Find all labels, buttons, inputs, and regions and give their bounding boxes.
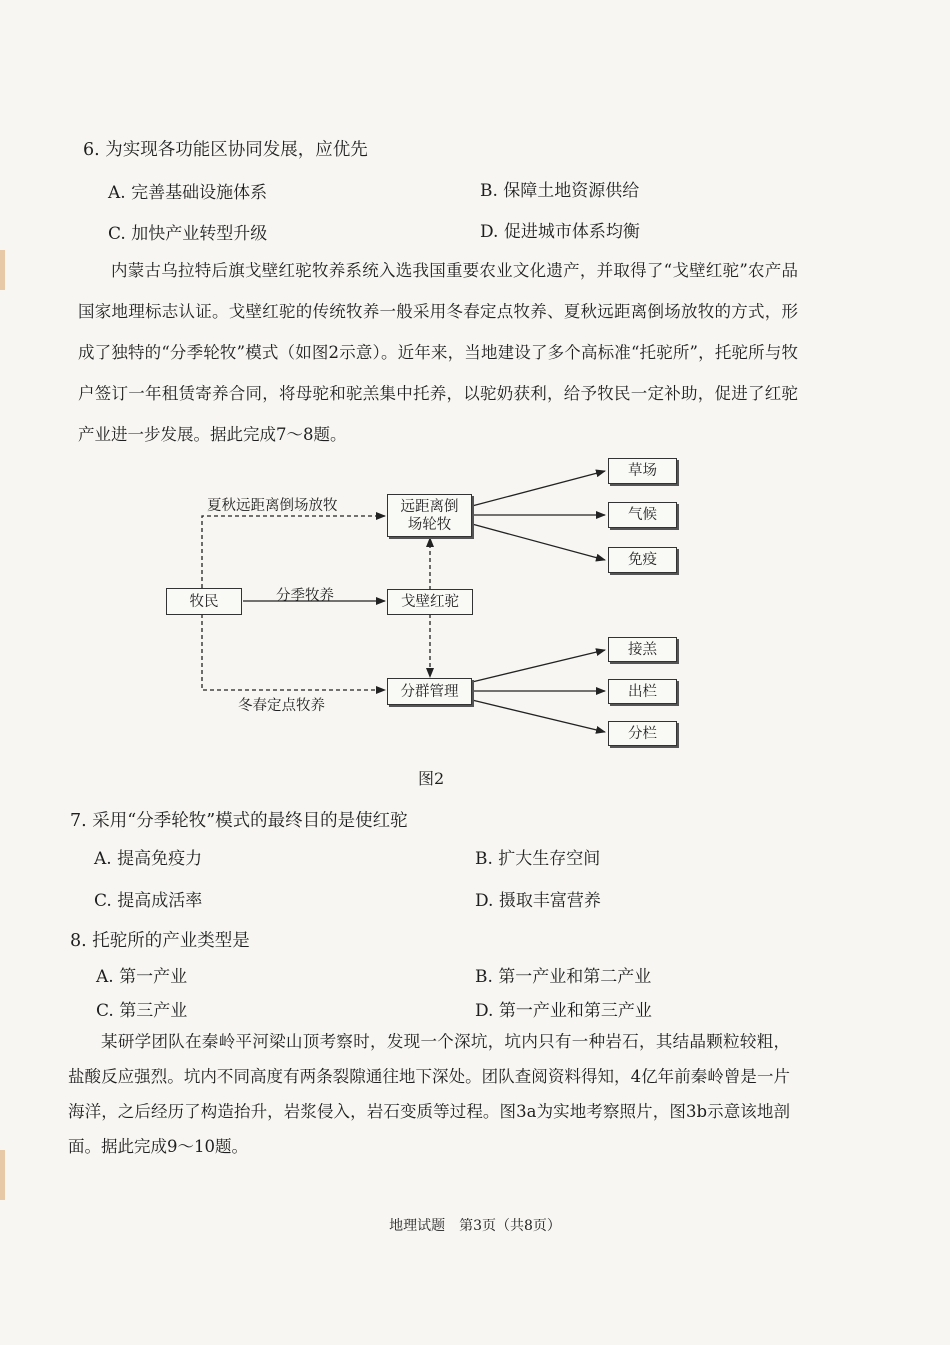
edge-summer: [202, 516, 385, 588]
edge-label-summer-autumn: 夏秋远距离倒场放牧: [207, 498, 338, 514]
node-herder: 牧民: [166, 588, 242, 615]
edge-winter: [202, 614, 385, 690]
q6-stem: 6. 为实现各功能区协同发展，应优先: [83, 140, 368, 160]
edge-to-grass: [472, 471, 605, 506]
q8-option-b: B. 第一产业和第二产业: [475, 967, 652, 987]
node-pen-separation: 分栏: [608, 721, 677, 746]
passage-qinling: 某研学团队在秦岭平河梁山顶考察时，发现一个深坑，坑内只有一种岩石，其结晶颗粒较粗，盐酸反应强烈。坑内不同高度有两条裂隙通往地下深处。团队查阅资料得知，4亿年前秦岭曾是一片海洋，之后经历了构造抬升，岩浆侵入，岩石变质等过程。图3a为实地考察照片，图3b示意该地剖面。据此完成9～10题。: [68, 1032, 790, 1156]
q6-option-d: D. 促进城市体系均衡: [480, 222, 640, 242]
q6-option-a: A. 完善基础设施体系: [108, 183, 268, 203]
q8-option-c: C. 第三产业: [96, 1001, 188, 1021]
figure-caption: 图2: [418, 769, 445, 788]
node-long-distance-rotation: 远距离倒场轮牧: [387, 494, 472, 537]
node-grassland: 草场: [608, 458, 677, 484]
passage-camel: 内蒙古乌拉特后旗戈壁红驼牧养系统入选我国重要农业文化遗产，并取得了“戈壁红驼”农产品国家地理标志认证。戈壁红驼的传统牧养一般采用冬春定点牧养、夏秋远距离倒场放牧的方式，形成了独特的“分季轮牧”模式（如图2示意）。近年来，当地建设了多个高标准“托驼所”，托驼所与牧户签订一年租赁寄养合同，将母驼和驼羔集中托养，以驼奶获利，给予牧民一定补助，促进了红驼产业进一步发展。据此完成7～8题。: [78, 261, 798, 444]
q7-option-d: D. 摄取丰富营养: [475, 891, 601, 911]
edge-label-seasonal: 分季牧养: [276, 588, 334, 604]
edge-label-winter-spring: 冬春定点牧养: [238, 698, 325, 714]
q6-option-b: B. 保障土地资源供给: [480, 181, 640, 201]
edge-to-calf: [472, 650, 605, 682]
edge-to-immunity: [472, 524, 605, 560]
q8-stem: 8. 托驼所的产业类型是: [70, 931, 250, 951]
node-group-management: 分群管理: [387, 678, 472, 705]
q7-option-c: C. 提高成活率: [94, 891, 203, 911]
node-slaughter: 出栏: [608, 679, 677, 704]
q7-option-b: B. 扩大生存空间: [475, 849, 601, 869]
q6-option-c: C. 加快产业转型升级: [108, 224, 268, 244]
node-calving: 接羔: [608, 637, 677, 662]
edge-to-split: [472, 700, 605, 732]
q7-option-a: A. 提高免疫力: [94, 849, 203, 869]
q7-stem: 7. 采用“分季轮牧”模式的最终目的是使红驼: [70, 811, 408, 831]
scan-edge-mark: [0, 1150, 5, 1200]
node-camel: 戈壁红驼: [387, 589, 473, 615]
q8-option-a: A. 第一产业: [96, 967, 188, 987]
node-climate: 气候: [608, 502, 677, 528]
page-footer: 地理试题 第3页（共8页）: [389, 1218, 561, 1234]
q8-option-d: D. 第一产业和第三产业: [475, 1001, 652, 1021]
node-immunity: 免疫: [608, 547, 677, 573]
